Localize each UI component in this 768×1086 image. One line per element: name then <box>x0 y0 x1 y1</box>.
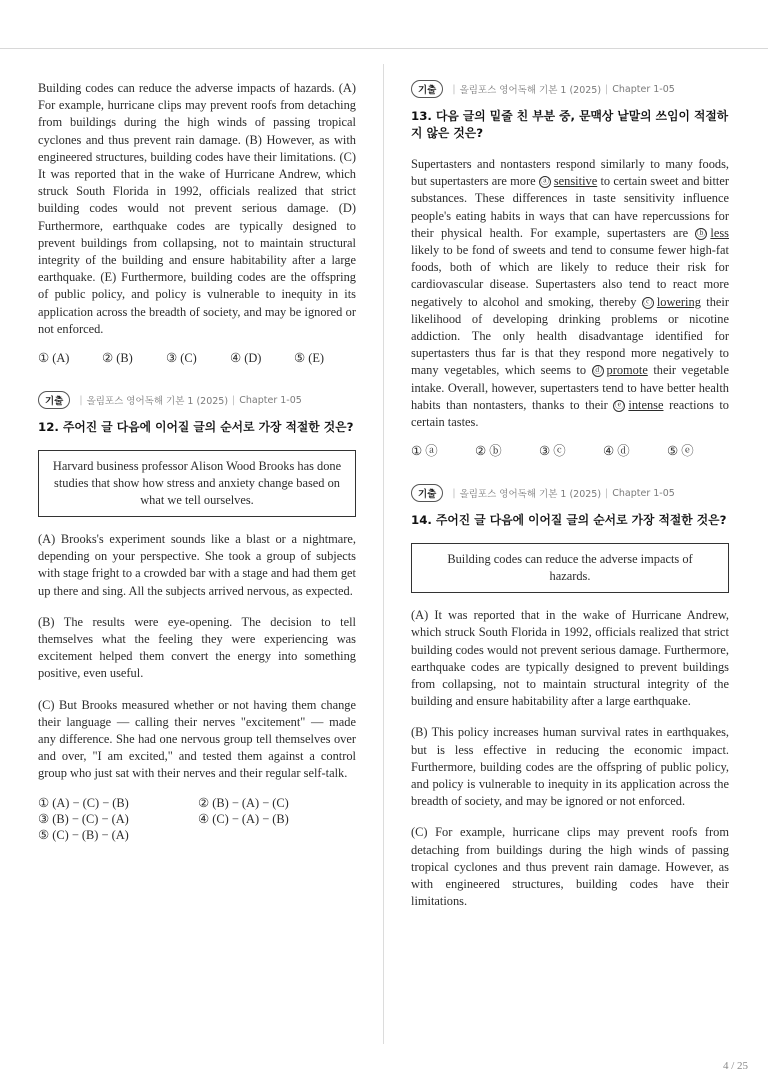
q12-option-3[interactable]: ③ (B) − (C) − (A) <box>38 811 129 826</box>
q12-given-box: Harvard business professor Alison Wood Brooks has done studies that show how stress and anxiety change based on what we tell ourselves. <box>38 450 356 517</box>
q11-option-4[interactable]: ④ (D) <box>230 351 262 366</box>
right-column <box>411 80 729 911</box>
marker-c: ⓒ <box>643 297 653 308</box>
column-divider <box>383 64 384 1044</box>
q13-header: 기출 | 올림포스 영어독해 기본 1 (2025) | Chapter 1-05 <box>411 80 729 98</box>
q13-source: 올림포스 영어독해 기본 1 (2025) <box>459 85 602 96</box>
q13-option-1[interactable]: ① ⓐ <box>411 444 438 459</box>
marker-e: ⓔ <box>614 400 624 411</box>
q12-option-4[interactable]: ④ (C) − (A) − (B) <box>198 811 289 826</box>
q14-chapter: Chapter 1-05 <box>612 487 675 499</box>
underlined-word-c: lowering <box>656 294 701 309</box>
marker-d: ⓓ <box>593 366 603 377</box>
q13-chapter: Chapter 1-05 <box>612 83 675 95</box>
q12-option-5[interactable]: ⑤ (C) − (B) − (A) <box>38 827 129 842</box>
q11-option-2[interactable]: ② (B) <box>102 351 133 366</box>
q12-paragraph-a: (A) Brooks's experiment sounds like a blast or a nightmare, depending on your perspective. She took a group of subjects with stage fright to a crowded bar with a stage and had them get up there and sing. All the subjects arrived nervous, as expected. <box>38 532 356 598</box>
q12-title: 12. 주어진 글 다음에 이어질 글의 순서로 가장 적절한 것은? <box>38 420 354 435</box>
underlined-word-b: less <box>710 225 729 240</box>
q13-option-5[interactable]: ⑤ ⓔ <box>667 444 694 459</box>
q11-options <box>38 350 356 367</box>
q13-option-4[interactable]: ④ ⓓ <box>603 444 630 459</box>
q13-option-2[interactable]: ② ⓑ <box>475 444 502 459</box>
marker-b: ⓑ <box>696 228 706 239</box>
q13-title: 13. 다음 글의 밑줄 친 부분 중, 문맥상 낱말의 쓰임이 적절하지 않은 것은? <box>411 109 729 140</box>
page-number: 4 / 25 <box>722 1060 748 1072</box>
q12-option-2[interactable]: ② (B) − (A) − (C) <box>198 795 289 810</box>
q14-badge: 기출 <box>411 484 443 502</box>
q13-badge: 기출 <box>411 80 443 98</box>
q13-options <box>411 443 729 460</box>
q13-option-3[interactable]: ③ ⓒ <box>539 444 566 459</box>
q12-option-1[interactable]: ① (A) − (C) − (B) <box>38 795 129 810</box>
q12-source: 올림포스 영어독해 기본 1 (2025) <box>86 396 229 408</box>
underlined-word-e: intense <box>628 397 664 412</box>
q14-paragraph-c: (C) For example, hurricane clips may prevent roofs from detaching from buildings during the high winds of passing tropical cyclones and thus prevent rain damage. However, as with engineered structures, building codes have their limitations. <box>411 825 729 909</box>
q12-paragraph-b: (B) The results were eye-opening. The decision to tell themselves what the feeling they were experiencing was excitement helped them convert the energy into something positive, even useful. <box>38 614 356 681</box>
q12-header: 기출 | 올림포스 영어독해 기본 1 (2025) | Chapter 1-05 <box>38 391 356 409</box>
q12-paragraph-c: (C) But Brooks measured whether or not having them change their language — calling their nerves "excitement" — made any difference. She had one nervous group tell themselves over and over, "I am excited," and tested them against a control group who just sat with their nerves and their regular self-talk. <box>38 697 356 781</box>
q14-title: 14. 주어진 글 다음에 이어질 글의 순서로 가장 적절한 것은? <box>411 513 727 528</box>
q14-header: 기출 | 올림포스 영어독해 기본 1 (2025) | Chapter 1-05 <box>411 484 729 502</box>
q14-source: 올림포스 영어독해 기본 1 (2025) <box>459 489 602 501</box>
underlined-word-d: promote <box>606 363 648 378</box>
q11-option-1[interactable]: ① (A) <box>38 351 70 366</box>
q14-paragraph-a: (A) It was reported that in the wake of Hurricane Andrew, which struck South Florida in 1992, officials realized that strict building codes would not prevent serious damage. Furthermore, earthquake codes are typically designed to prevent buildings from collapsing, not to maintain structural integrity of the building and ensure habitability after a large earthquake. <box>411 608 729 709</box>
marker-a: ⓐ <box>540 177 550 188</box>
q13-passage: Supertasters and nontasters respond similarly to many foods, but supertasters are more ⓐ sensitive to certain sweet and bitter substances. These differences in taste sensitivity influence people's eating habits in ways that can have repercussions for their physical health. For example, supertasters are ⓑ less likely to be fond of sweets and tend to consume fewer high-fat foods, both of which are likely to reduce their risk for cardiovascular disease. Supertasters also tend to react more negatively to alcohol and smoking, thereby ⓒ lowering their likelihood of developing drinking problems or nicotine addiction. The only health disadvantage identified for supertasters thus far is that they respond more negatively to many vegetables, which seems to ⓓ promote their vegetable intake. Overall, however, supertasters tend to have better health habits than nontasters, thanks to their ⓔ intense reactions to certain tastes. <box>411 157 729 430</box>
underlined-word-a: sensitive <box>553 174 598 189</box>
q12-chapter: Chapter 1-05 <box>239 394 302 406</box>
q12-badge: 기출 <box>38 391 70 409</box>
q11-option-3[interactable]: ③ (C) <box>166 351 197 366</box>
q11-passage: Building codes can reduce the adverse impacts of hazards. (A) For example, hurricane clips may prevent roofs from detaching from buildings during the high winds of passing tropical cyclones and thus prevent rain damage. (B) However, as with engineered structures, building codes have their limitations. (C) It was reported that in the wake of Hurricane Andrew, which struck South Florida in 1992, officials realized that strict building codes would not prevent serious damage. (D) Furthermore, earthquake codes are typically designed to prevent buildings from collapsing, not to maintain structural integrity of the building and ensure habitability after a large earthquake. (E) Furthermore, building codes are the offspring of public policy, and policy is vulnerable to inequity in its application across the breadth of society, and may be ignored or not enforced. <box>38 81 356 336</box>
header-rule <box>0 48 768 49</box>
q14-given-box: Building codes can reduce the adverse impacts of hazards. <box>411 543 729 593</box>
q12-options <box>38 795 356 843</box>
q14-paragraph-b: (B) This policy increases human survival rates in earthquakes, but is less effective in reducing the economic impact. Furthermore, building codes are the offspring of public policy, and policy is vulnerable to inequity in its application across the breadth of society, and may be ignored or not enforced. <box>411 725 729 809</box>
q11-option-5[interactable]: ⑤ (E) <box>294 351 325 366</box>
left-column <box>38 80 356 843</box>
